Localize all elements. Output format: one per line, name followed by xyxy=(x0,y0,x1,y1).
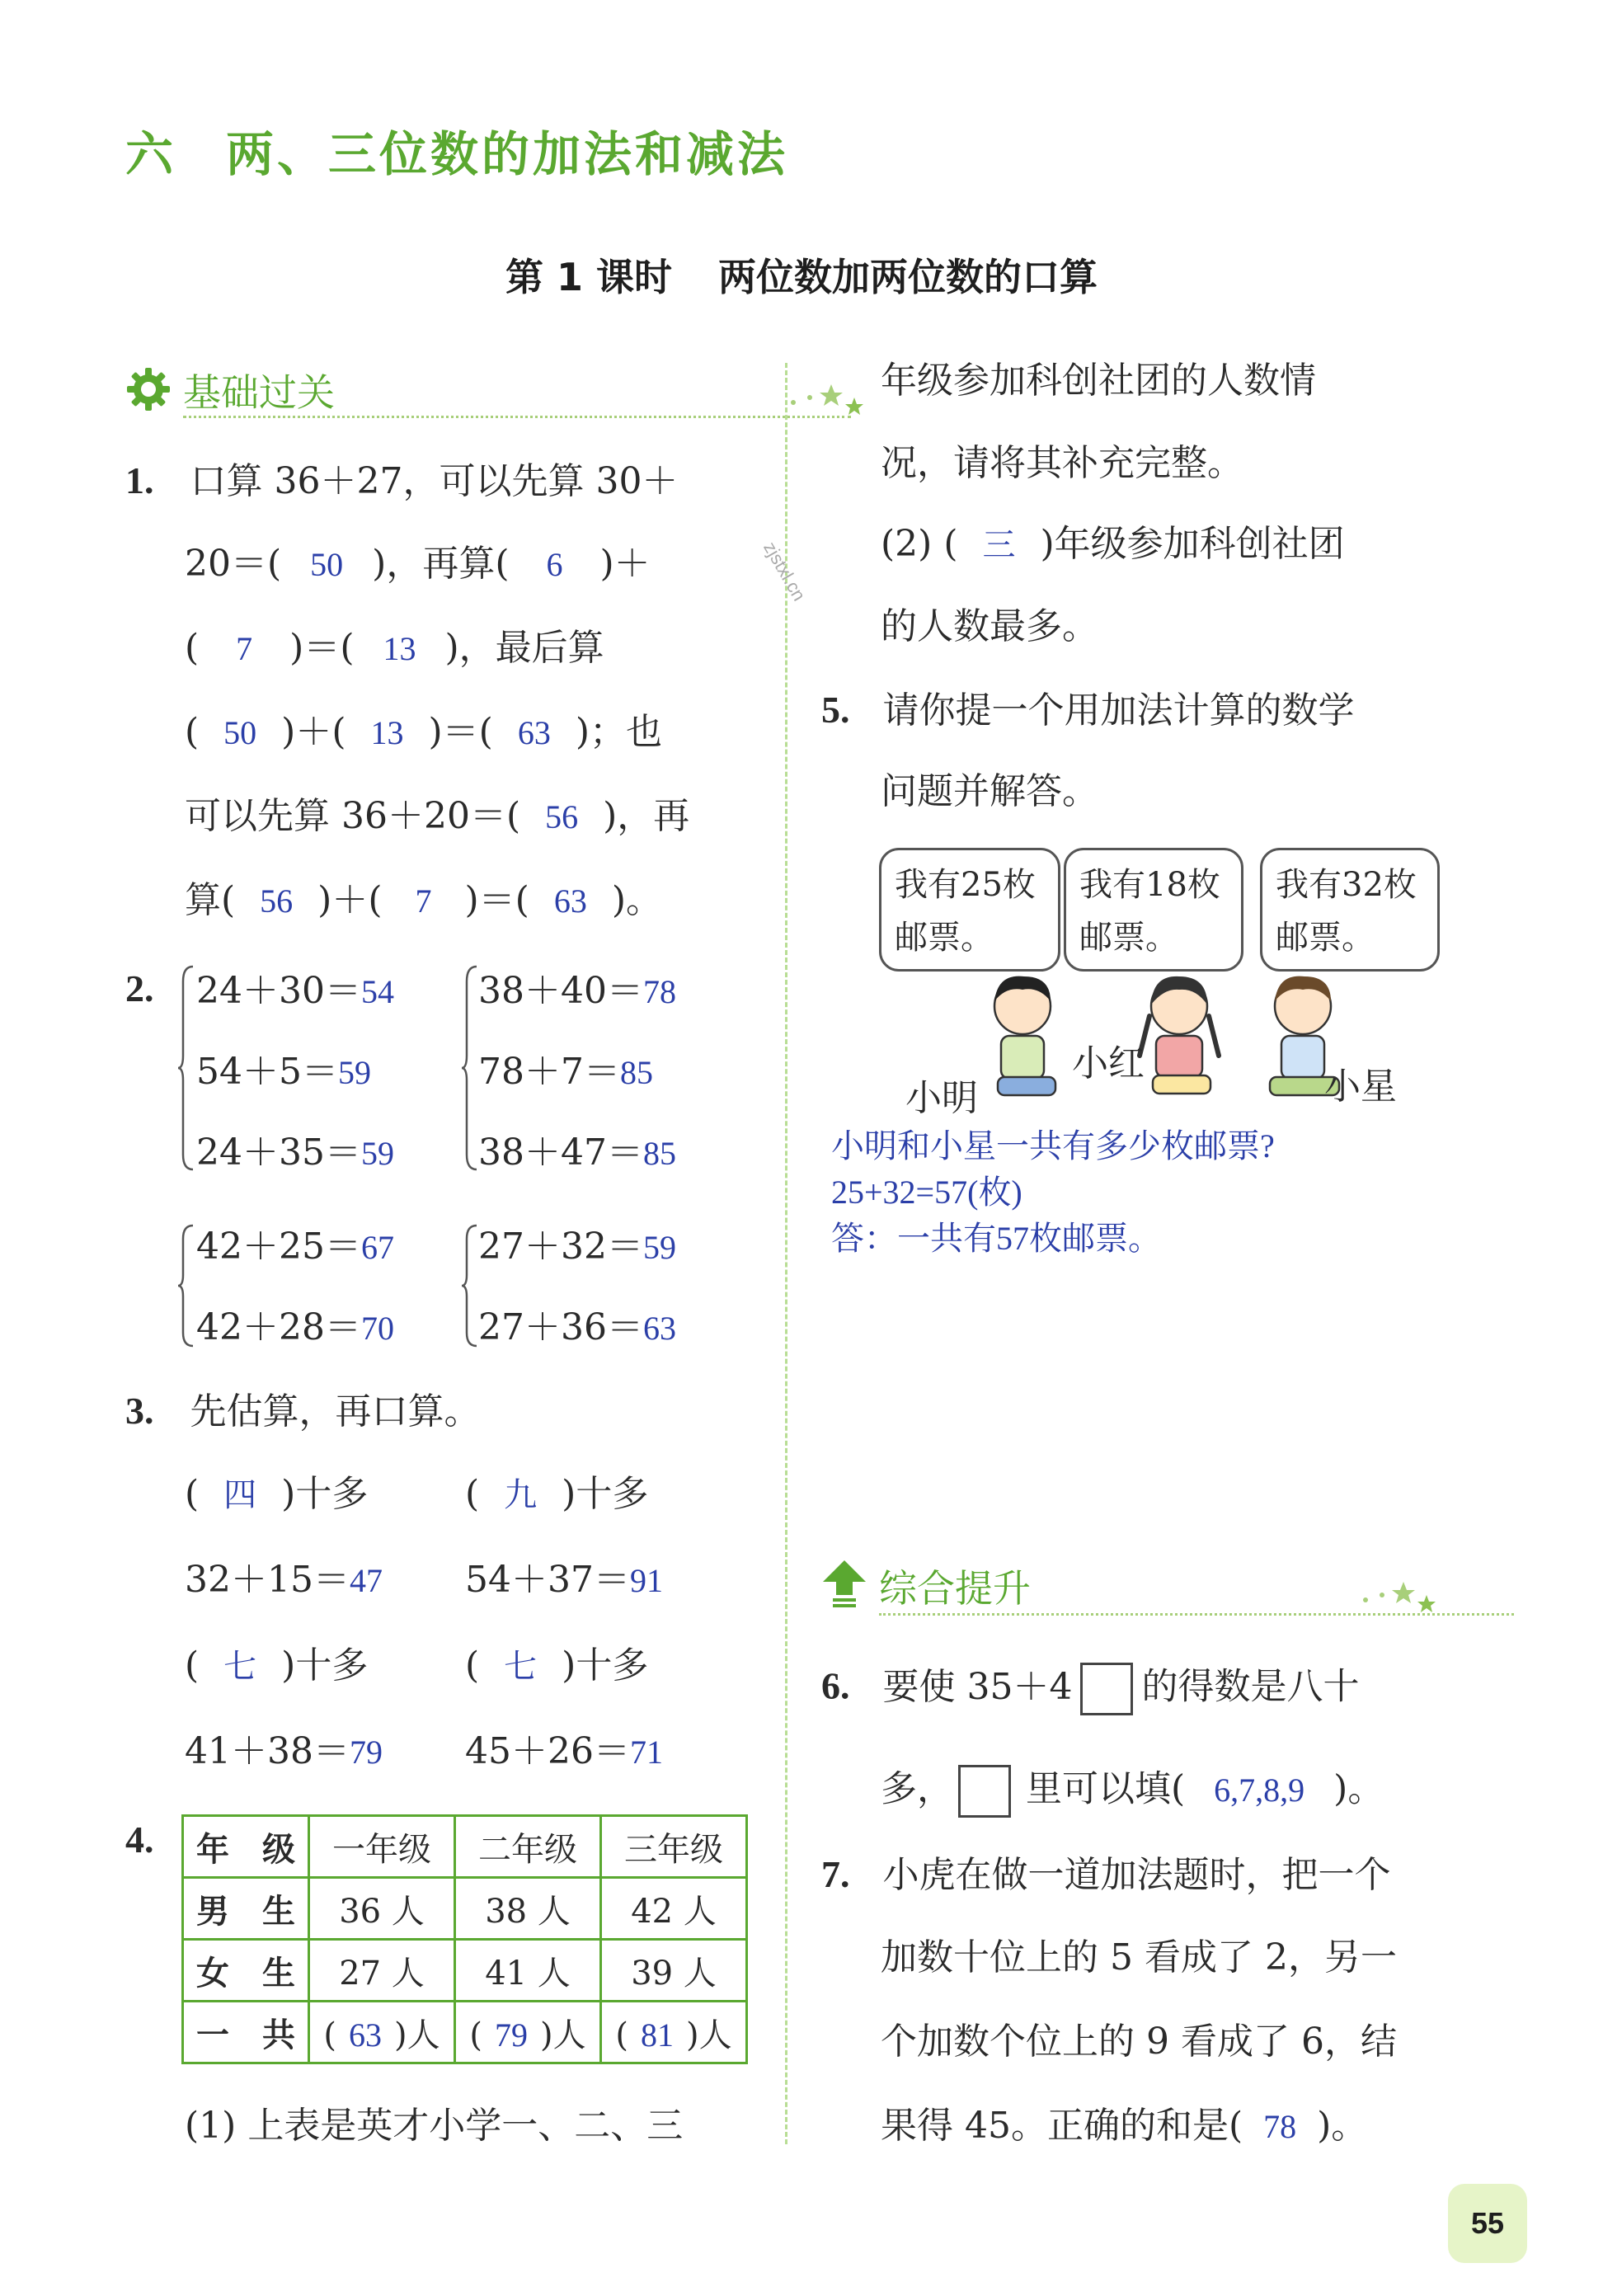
answer: 七 xyxy=(504,1648,538,1685)
q2-item: 38＋47＝85 xyxy=(478,1132,676,1174)
q3-expr: 41＋38＝79 xyxy=(185,1730,383,1772)
q5-prompt-line1: 5. 请你提一个用加法计算的数学 xyxy=(821,689,1355,732)
table-cell: 38 人 xyxy=(455,1878,601,1940)
unit-number: 六 xyxy=(125,126,177,182)
q3-expr: 45＋26＝71 xyxy=(465,1730,663,1772)
answer: 6 xyxy=(546,546,563,583)
q1-line5: 可以先算 36＋20＝( 56 )，再 xyxy=(185,795,690,837)
grade-table xyxy=(181,1814,748,2064)
q1-line1: 1. 口算 36＋27，可以先算 30＋ xyxy=(125,459,679,502)
table-header: 三年级 xyxy=(601,1816,747,1878)
brace-icon xyxy=(178,1224,195,1348)
q1-line2: 20＝( 50 )，再算( 6 )＋ xyxy=(185,543,651,585)
girl-xiaohong-icon xyxy=(1140,976,1219,1094)
unit-title xyxy=(125,115,788,185)
answer: 四 xyxy=(223,1476,257,1513)
answer: 7 xyxy=(415,882,432,920)
q4-part1-line3: 况，请将其补充完整。 xyxy=(881,442,1243,484)
table-row-label: 一 共 xyxy=(183,2002,309,2063)
q3-prompt: 3. 先估算，再口算。 xyxy=(125,1390,481,1433)
q1-line6: 算( 56 )＋( 7 )＝( 63 )。 xyxy=(185,879,663,921)
lesson-name: 两位数加两位数的口算 xyxy=(718,255,1098,299)
q2-item: 38＋40＝78 xyxy=(478,970,676,1012)
table-cell: ( 79 )人 xyxy=(455,2002,601,2063)
q1-line4: ( 50 )＋( 13 )＝( 63 )；也 xyxy=(185,711,663,753)
q6-number: 6. xyxy=(821,1664,850,1707)
watermark: zjstxl.cn xyxy=(759,538,810,605)
lesson-title xyxy=(0,247,1603,302)
q7-line3: 个加数个位上的 9 看成了 6，结 xyxy=(881,2021,1397,2063)
q2-item: 24＋30＝54 xyxy=(196,970,394,1012)
table-header: 一年级 xyxy=(309,1816,455,1878)
lesson-label: 第 1 课时 xyxy=(505,255,673,299)
q2-item: 42＋25＝67 xyxy=(196,1226,394,1268)
star-decoration-icon xyxy=(1357,1577,1436,1618)
answer: 50 xyxy=(310,546,344,583)
q4-part1-line2: 年级参加科创社团的人数情 xyxy=(881,360,1316,402)
q3-estimate: ( 七 )十多 xyxy=(465,1644,649,1687)
star-decoration-icon xyxy=(785,379,864,421)
answer: 67 xyxy=(360,1229,394,1266)
table-row-label: 男 生 xyxy=(183,1878,309,1940)
unit-name: 两、三位数的加法和减法 xyxy=(226,126,789,182)
answer: 54 xyxy=(360,973,394,1010)
answer: 三 xyxy=(982,526,1016,563)
gear-icon xyxy=(125,366,172,412)
answer: 63 xyxy=(349,2016,382,2054)
q6-line2: 多， 里可以填( 6,7,8,9 )。 xyxy=(881,1765,1384,1818)
answer: 13 xyxy=(370,714,404,751)
answer: 85 xyxy=(619,1054,653,1091)
answer: 79 xyxy=(495,2016,528,2054)
table-row xyxy=(183,1878,747,1940)
section-advanced-title: 综合提升 xyxy=(879,1566,1031,1611)
name-label: 小红 xyxy=(1072,1042,1145,1084)
table-cell: 41 人 xyxy=(455,1940,601,2002)
q4-part1-line1: (1) 上表是英才小学一、二、三 xyxy=(185,2105,684,2147)
answer: 63 xyxy=(642,1310,676,1347)
q4-part2-line1: (2) ( 三 )年级参加科创社团 xyxy=(881,523,1345,565)
q2-item: 78＋7＝85 xyxy=(478,1051,653,1093)
table-cell: 27 人 xyxy=(309,1940,455,2002)
q5-answer-line: 答：一共有57枚邮票。 xyxy=(831,1220,1161,1257)
answer: 85 xyxy=(642,1135,676,1172)
q3-expr: 32＋15＝47 xyxy=(185,1559,383,1601)
q3-number: 3. xyxy=(125,1390,154,1432)
answer: 78 xyxy=(1263,2108,1297,2145)
q2-number: 2. xyxy=(125,967,154,1009)
answer: 7 xyxy=(236,630,253,667)
q6-line1: 6. 要使 35＋4 的得数是八十 xyxy=(821,1663,1359,1715)
answer: 70 xyxy=(360,1310,394,1347)
q3-estimate: ( 七 )十多 xyxy=(185,1644,369,1687)
table-cell: ( 81 )人 xyxy=(601,2002,747,2063)
blank-box xyxy=(958,1765,1011,1818)
q7-line1: 7. 小虎在做一道加法题时，把一个 xyxy=(821,1853,1391,1896)
brace-icon xyxy=(462,1224,478,1348)
answer: 56 xyxy=(545,798,579,835)
answer: 13 xyxy=(383,630,416,667)
table-header: 二年级 xyxy=(455,1816,601,1878)
q2-item: 27＋32＝59 xyxy=(478,1226,676,1268)
table-cell: ( 63 )人 xyxy=(309,2002,455,2063)
q4-number: 4. xyxy=(125,1818,154,1861)
answer: 63 xyxy=(517,714,551,751)
up-arrow-icon xyxy=(821,1559,867,1608)
q3-estimate: ( 九 )十多 xyxy=(465,1473,649,1515)
table-cell: 36 人 xyxy=(309,1878,455,1940)
q7-number: 7. xyxy=(821,1853,850,1895)
table-header-row xyxy=(183,1816,747,1878)
answer: 63 xyxy=(553,882,587,920)
speech-bubble: 我有25枚 邮票。 xyxy=(879,848,1060,972)
boy-xiaoming-icon xyxy=(994,976,1055,1095)
answer: 91 xyxy=(629,1562,663,1599)
answer: 6,7,8,9 xyxy=(1214,1771,1305,1809)
page-number: 55 xyxy=(1448,2184,1527,2263)
table-header: 年 级 xyxy=(183,1816,309,1878)
blank-box xyxy=(1080,1663,1133,1715)
answer: 七 xyxy=(223,1648,257,1685)
q5-prompt-line2: 问题并解答。 xyxy=(881,770,1098,812)
q1-number: 1. xyxy=(125,459,154,501)
table-row xyxy=(183,1940,747,2002)
q2-item: 24＋35＝59 xyxy=(196,1132,394,1174)
speech-bubble: 我有18枚 邮票。 xyxy=(1064,848,1243,972)
q7-line2: 加数十位上的 5 看成了 2，另一 xyxy=(881,1936,1397,1978)
q1-line3: ( 7 )＝( 13 )，最后算 xyxy=(185,627,604,669)
q7-line4: 果得 45。正确的和是( 78 )。 xyxy=(881,2105,1368,2147)
answer: 79 xyxy=(349,1734,383,1771)
q5-number: 5. xyxy=(821,689,850,731)
column-divider xyxy=(785,363,787,2144)
q2-item: 42＋28＝70 xyxy=(196,1306,394,1348)
table-cell: 42 人 xyxy=(601,1878,747,1940)
answer: 59 xyxy=(360,1135,394,1172)
answer: 50 xyxy=(223,714,257,751)
name-label: 小星 xyxy=(1324,1066,1397,1108)
answer: 59 xyxy=(337,1054,371,1091)
speech-bubble: 我有32枚 邮票。 xyxy=(1260,848,1440,972)
q3-estimate: ( 四 )十多 xyxy=(185,1473,369,1515)
brace-icon xyxy=(178,965,195,1171)
table-row-label: 女 生 xyxy=(183,1940,309,2002)
answer: 71 xyxy=(629,1734,663,1771)
answer: 59 xyxy=(642,1229,676,1266)
brace-icon xyxy=(462,965,478,1171)
q2-item: 54＋5＝59 xyxy=(196,1051,371,1093)
q3-expr: 54＋37＝91 xyxy=(465,1559,663,1601)
answer: 56 xyxy=(260,882,294,920)
section-basic-title: 基础过关 xyxy=(183,370,335,415)
answer: 81 xyxy=(641,2016,674,2054)
q2-item: 27＋36＝63 xyxy=(478,1306,676,1348)
name-label: 小明 xyxy=(905,1077,978,1119)
table-cell: 39 人 xyxy=(601,1940,747,2002)
q4-part2-line2: 的人数最多。 xyxy=(881,605,1098,647)
answer: 九 xyxy=(504,1476,538,1513)
q5-answer-line: 25+32=57(枚) xyxy=(831,1174,1022,1211)
answer: 78 xyxy=(642,973,676,1010)
q5-answer-line: 小明和小星一共有多少枚邮票? xyxy=(831,1127,1275,1164)
table-row xyxy=(183,2002,747,2063)
answer: 47 xyxy=(349,1562,383,1599)
